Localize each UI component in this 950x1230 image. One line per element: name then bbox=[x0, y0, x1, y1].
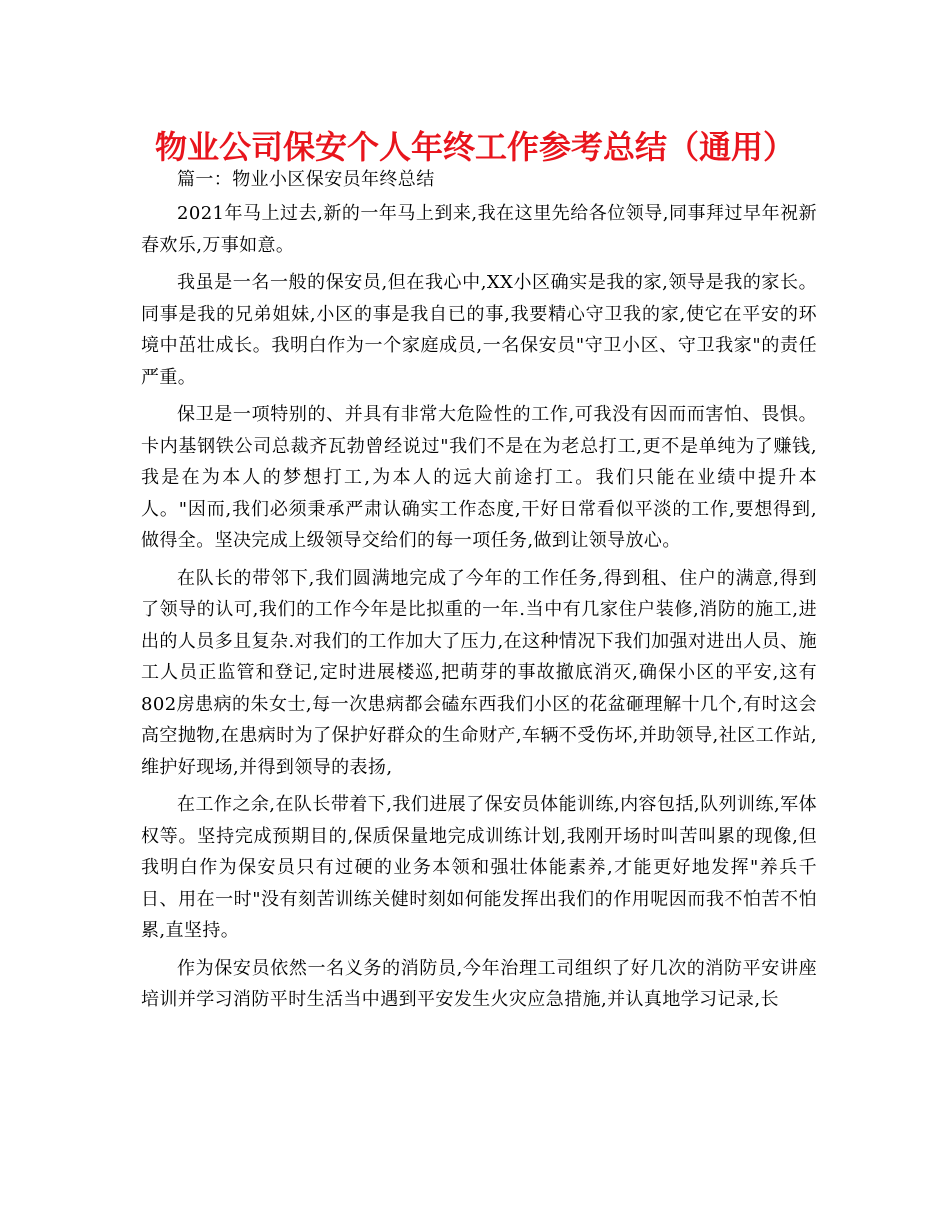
paragraph: 在队长的带邻下,我们圆满地完成了今年的工作任务,得到租、住户的满意,得到了领导的认可,我们的工作今年是比拟重的一年.当中有几家住户装修,消防的施工,进出的人员多且复杂.对我们的工作加大了压力,在这种情况下我们加强对进出人员、施工人员正监管和登记,定时进展楼巡,把萌芽的事故撤底消灭,确保小区的平安,这有802房患病的朱女士,每一次患病都会磕东西我们小区的花盆砸理解十几个,有时这会高空抛物,在患病时为了保护好群众的生命财产,车辆不受伤坏,并助领导,社区工作站,维护好现场,并得到领导的表扬, bbox=[141, 567, 817, 778]
paragraph: 在工作之余,在队长带着下,我们进展了保安员体能训练,内容包括,队列训练,军体权等。坚持完成预期目的,保质保量地完成训练计划,我刚开场时叫苦叫累的现像,但我明白作为保安员只有过硬的业务本领和强壮体能素养,才能更好地发挥"养兵千日、用在一时"没有刻苦训练关健时刻如何能发挥出我们的作用呢因而我不怕苦不怕累,直坚持。 bbox=[141, 794, 817, 941]
document-title: 物业公司保安个人年终工作参考总结（通用） bbox=[154, 128, 795, 166]
section-heading: 篇一：物业小区保安员年终总结 bbox=[177, 169, 435, 190]
paragraph: 我虽是一名一般的保安员,但在我心中,XX小区确实是我的家,领导是我的家长。同事是我的兄弟姐妹,小区的事是我自已的事,我要精心守卫我的家,使它在平安的环境中茁壮成长。我明白作为一个家庭成员,一名保安员"守卫小区、守卫我家"的责任严重。 bbox=[141, 272, 817, 388]
document-body bbox=[141, 166, 817, 1022]
paragraph: 保卫是一项特别的、并具有非常大危险性的工作,可我没有因而而害怕、畏惧。卡内基钢铁公司总裁齐瓦勃曾经说过"我们不是在为老总打工,更不是单纯为了赚钱,我是在为本人的梦想打工,为本人的远大前途打工。我们只能在业绩中提升本人。"因而,我们必须秉承严肃认确实工作态度,干好日常看似平淡的工作,要想得到,做得全。坚决完成上级领导交给们的每一项任务,做到让领导放心。 bbox=[141, 404, 817, 551]
paragraph: 2021年马上过去,新的一年马上到来,我在这里先给各位领导,同事拜过早年祝新春欢乐,万事如意。 bbox=[141, 203, 817, 256]
paragraph: 作为保安员依然一名义务的消防员,今年治理工司组织了好几次的消防平安讲座培训并学习消防平时生活当中遇到平安发生火灾应急措施,并认真地学习记录,长 bbox=[141, 957, 817, 1010]
